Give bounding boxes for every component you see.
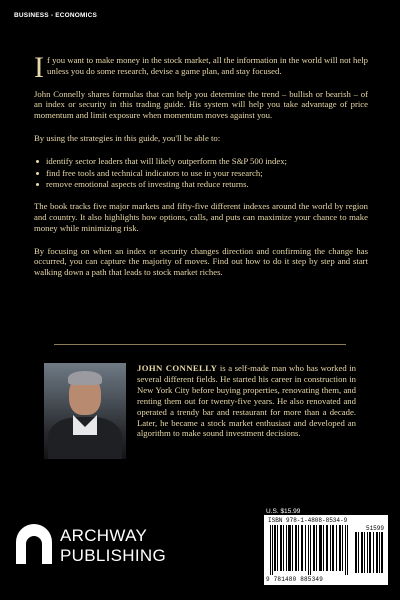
list-item bbox=[34, 168, 368, 179]
paragraph-3: By using the strategies in this guide, you'll be able to: bbox=[34, 132, 221, 143]
author-bio bbox=[137, 363, 356, 439]
bullet-text: remove emotional aspects of investing that reduce returns. bbox=[46, 179, 249, 190]
isbn-text: ISBN 978-1-4808-8534-9 bbox=[268, 517, 348, 524]
publisher-logo bbox=[14, 524, 166, 569]
photo-jacket bbox=[48, 417, 122, 459]
author-name: JOHN CONNELLY bbox=[137, 363, 218, 373]
bullet-icon bbox=[36, 183, 39, 186]
publisher-name-line2: PUBLISHING bbox=[60, 546, 166, 565]
paragraph-5: By focusing on when an index or security changes direction and confirming the change has occurred, you can capture the majority of moves. Find out how to do it step by step and start walking down a path that leads to stock market riches. bbox=[34, 245, 368, 278]
barcode-supplement: 51599 bbox=[365, 525, 384, 532]
author-photo bbox=[44, 363, 126, 459]
drop-cap: I bbox=[34, 51, 44, 84]
paragraph-4: The book tracks five major markets and fifty-five different indexes around the world by region and country. It also highlights how options, calls, and puts can maximize your chance to make money while minimizing risk. bbox=[34, 201, 368, 233]
list-item bbox=[34, 179, 368, 190]
bullet-list bbox=[34, 156, 368, 190]
intro-paragraph bbox=[34, 51, 368, 84]
category-label: BUSINESS - ECONOMICS bbox=[14, 12, 98, 19]
bullet-icon bbox=[36, 160, 39, 163]
bullet-text: identify sector leaders that will likely outperform the S&P 500 index; bbox=[46, 155, 287, 166]
list-item bbox=[34, 156, 368, 167]
section-divider bbox=[54, 344, 346, 345]
bullet-text: find free tools and technical indicators to use in your research; bbox=[46, 167, 263, 178]
author-bio-text: is a self-made man who has worked in several different fields. He started his career in construction in New York City before buying properties, renovating them, and renting them out for twenty-five years. He also renovated and operated a trendy bar and restaurant for more than a decade. Later, he became a stock market enthusiast and developed an algorithm to make sound investment decisions. bbox=[137, 363, 356, 439]
barcode-bars bbox=[268, 525, 352, 575]
back-cover-blurb bbox=[34, 51, 368, 290]
archway-arch-icon bbox=[14, 524, 54, 564]
intro-text: f you want to make money in the stock market, all the information in the world will not help unless you do some research, devise a game plan, and stay focused. bbox=[47, 55, 368, 76]
paragraph-2: John Connelly shares formulas that can help you determine the trend – bullish or bearish – of an index or security in this trading guide. His system will help you take advantage of price momentum and limit exposure when momentum moves against you. bbox=[34, 88, 368, 121]
barcode-number: 9 781480 885349 bbox=[266, 576, 324, 583]
supplement-bars bbox=[354, 532, 384, 573]
photo-hair bbox=[68, 371, 102, 385]
barcode bbox=[264, 515, 388, 585]
bullet-icon bbox=[36, 172, 39, 175]
price-label: U.S. $15.99 bbox=[266, 508, 301, 515]
publisher-name-line1: ARCHWAY bbox=[60, 526, 148, 545]
